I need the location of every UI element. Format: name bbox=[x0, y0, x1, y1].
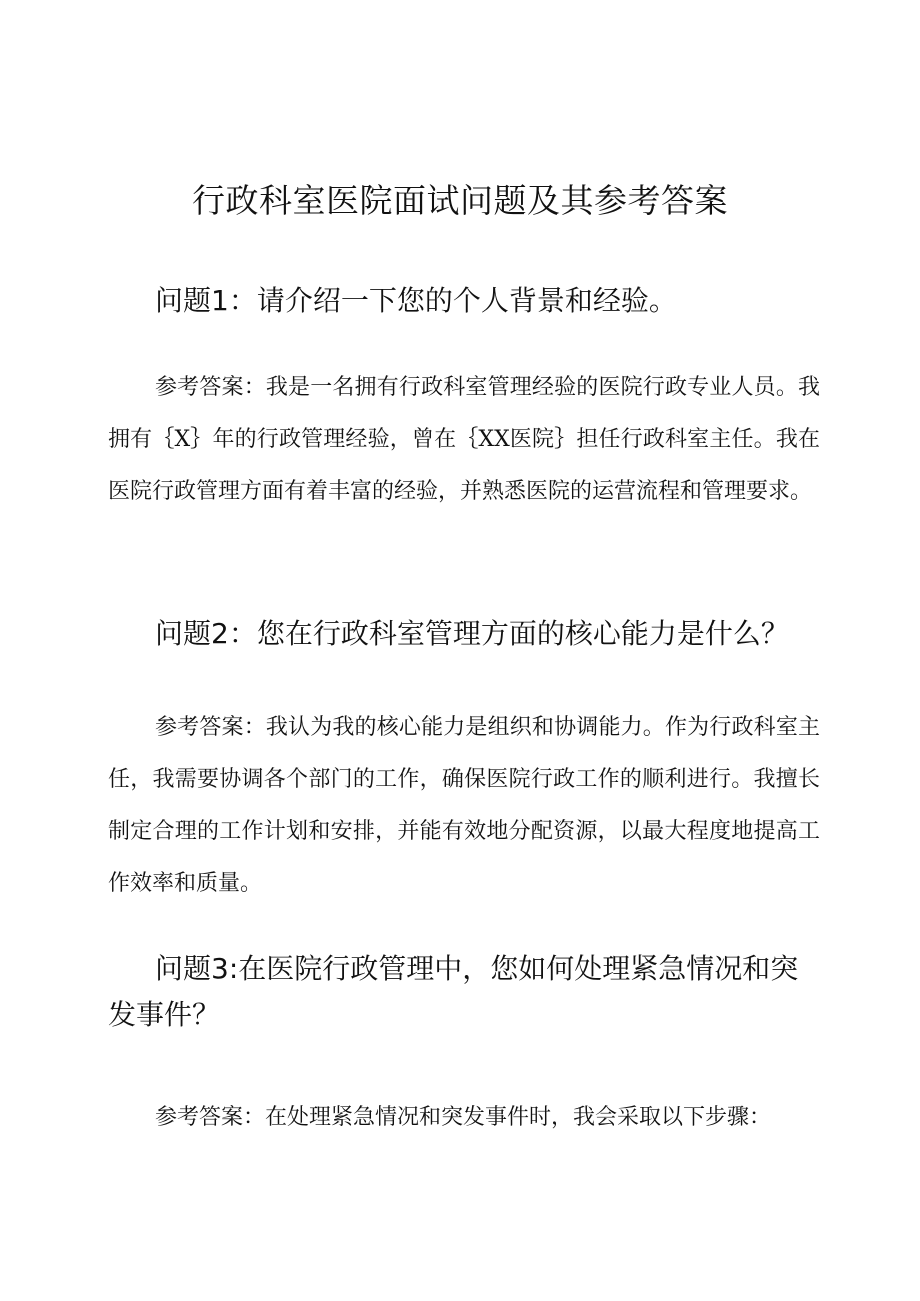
answer-1: 参考答案：我是一名拥有行政科室管理经验的医院行政专业人员。我拥有｛X｝年的行政管理经验，曾在｛XX医院｝担任行政科室主任。我在医院行政管理方面有着丰富的经验，并熟悉医院的运营流程和管理要求。 bbox=[108, 375, 820, 504]
document-title: 行政科室医院面试问题及其参考答案 bbox=[192, 181, 728, 220]
answer-3: 参考答案：在处理紧急情况和突发事件时，我会采取以下步骤： bbox=[155, 1105, 772, 1130]
question-1: 问题1：请介绍一下您的个人背景和经验。 bbox=[155, 284, 677, 317]
answer-2: 参考答案：我认为我的核心能力是组织和协调能力。作为行政科室主任，我需要协调各个部门的工作，确保医院行政工作的顺利进行。我擅长制定合理的工作计划和安排，并能有效地分配资源，以最大程度地提高工作效率和质量。 bbox=[108, 715, 820, 896]
question-3: 问题3:在医院行政管理中，您如何处理紧急情况和突发事件？ bbox=[108, 952, 799, 1031]
question-2: 问题2：您在行政科室管理方面的核心能力是什么？ bbox=[155, 617, 789, 650]
